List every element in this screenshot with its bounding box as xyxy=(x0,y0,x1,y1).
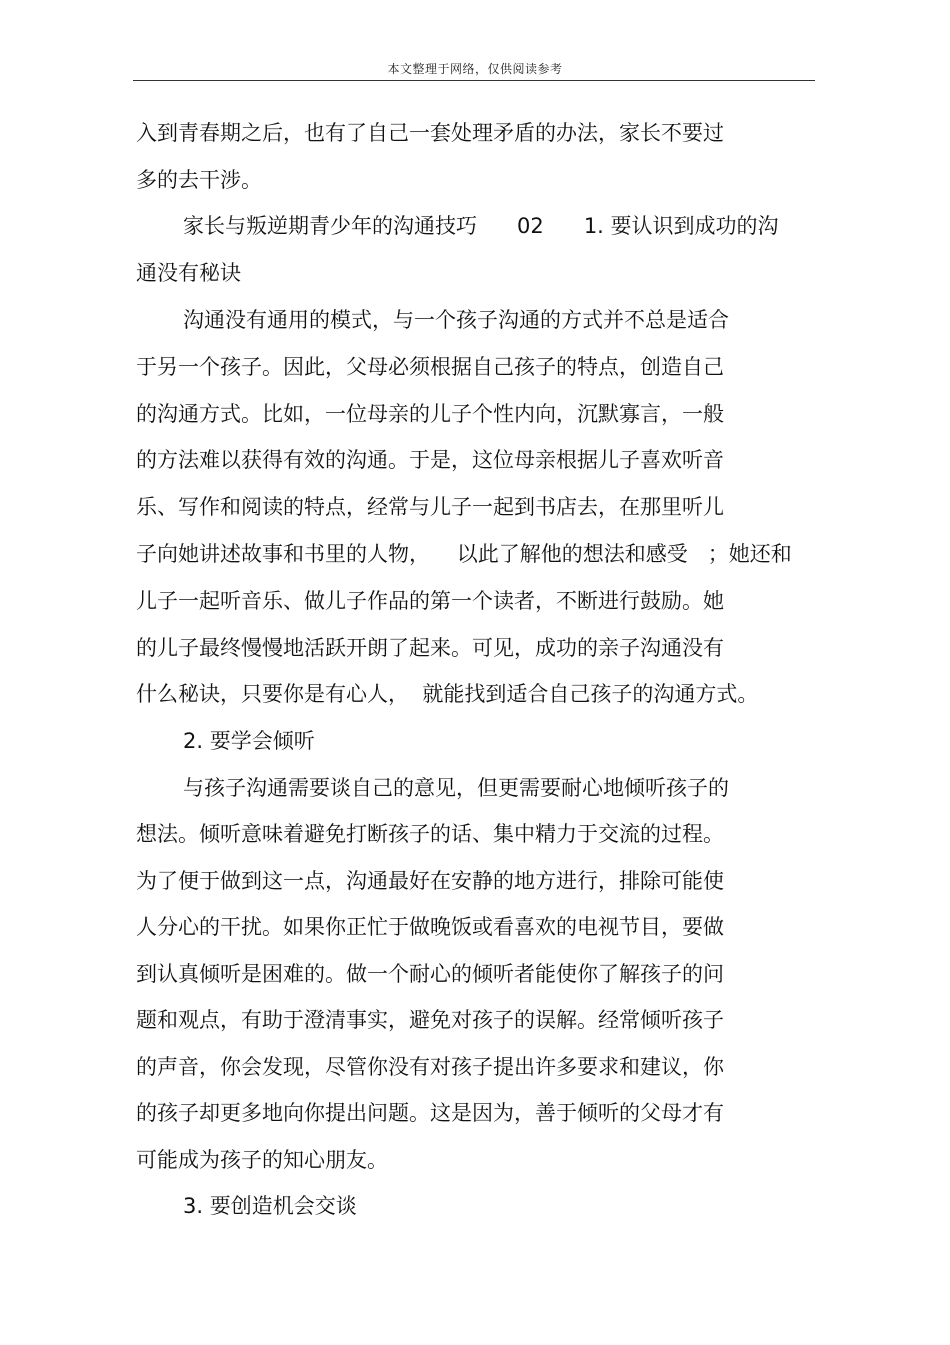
text-line: 儿子一起听音乐、做儿子作品的第一个读者，不断进行鼓励。她 xyxy=(136,589,724,613)
text-line: 什么秘诀，只要你是有心人， 就能找到适合自己孩子的沟通方式。 xyxy=(136,682,759,706)
text-line: 想法。倾听意味着避免打断孩子的话、集中精力于交流的过程。 xyxy=(136,822,724,846)
text-line: 与孩子沟通需要谈自己的意见，但更需要耐心地倾听孩子的 xyxy=(183,776,729,800)
section-heading: 家长与叛逆期青少年的沟通技巧 02 1. 要认识到成功的沟 xyxy=(183,214,779,238)
text-line: 到认真倾听是困难的。做一个耐心的倾听者能使你了解孩子的问 xyxy=(136,962,724,986)
text-line: 的方法难以获得有效的沟通。于是，这位母亲根据儿子喜欢听音 xyxy=(136,448,724,472)
header-rule xyxy=(133,80,815,81)
section-heading: 通没有秘诀 xyxy=(136,261,241,285)
text-line: 的孩子却更多地向你提出问题。这是因为，善于倾听的父母才有 xyxy=(136,1101,724,1125)
text-line: 可能成为孩子的知心朋友。 xyxy=(136,1148,388,1172)
text-line: 人分心的干扰。如果你正忙于做晚饭或看喜欢的电视节目，要做 xyxy=(136,915,724,939)
text-line: 题和观点，有助于澄清事实，避免对孩子的误解。经常倾听孩子 xyxy=(136,1008,724,1032)
text-line: 沟通没有通用的模式，与一个孩子沟通的方式并不总是适合 xyxy=(183,308,729,332)
text-line: 的沟通方式。比如，一位母亲的儿子个性内向，沉默寡言，一般 xyxy=(136,402,724,426)
text-line: 于另一个孩子。因此，父母必须根据自己孩子的特点，创造自己 xyxy=(136,355,724,379)
text-line: 多的去干涉。 xyxy=(136,168,262,192)
text-line: 子向她讲述故事和书里的人物， 以此了解他的想法和感受 ；她还和 xyxy=(136,542,792,566)
text-line: 的声音，你会发现，尽管你没有对孩子提出许多要求和建议，你 xyxy=(136,1055,724,1079)
section-heading: 2. 要学会倾听 xyxy=(183,729,315,753)
section-heading: 3. 要创造机会交谈 xyxy=(183,1194,357,1218)
text-line: 的儿子最终慢慢地活跃开朗了起来。可见，成功的亲子沟通没有 xyxy=(136,636,724,660)
header-note: 本文整理于网络，仅供阅读参考 xyxy=(387,62,563,76)
text-line: 乐、写作和阅读的特点，经常与儿子一起到书店去，在那里听儿 xyxy=(136,495,724,519)
text-line: 为了便于做到这一点，沟通最好在安静的地方进行，排除可能使 xyxy=(136,869,724,893)
text-line: 入到青春期之后，也有了自己一套处理矛盾的办法，家长不要过 xyxy=(136,121,724,145)
